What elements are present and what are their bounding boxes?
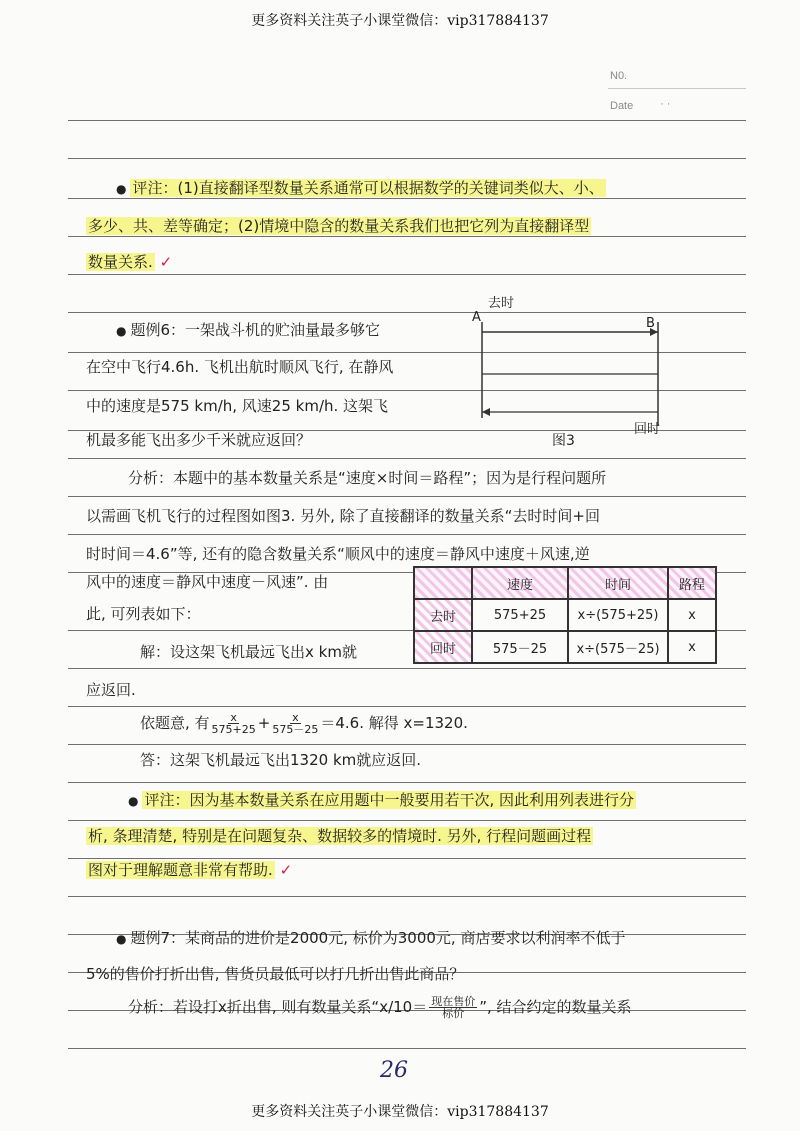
figure-top-label: 去时	[488, 296, 515, 311]
analysis1-line4: 风中的速度＝静风中速度－风速”. 由	[86, 573, 329, 591]
no-label: N0.	[610, 70, 628, 82]
table-header-cell	[414, 567, 472, 599]
analysis2-line: 分析：若设打x折出售, 则有数量关系“x/10＝ $\frac{\text{现在售价}}{\text{标价}}$ ”, 结合约定的数量关系	[128, 995, 632, 1020]
table-cell: 去时	[414, 599, 472, 631]
fraction: $\frac{x}{575-25}$	[272, 711, 319, 736]
page-number: 26	[380, 1058, 408, 1083]
example6-line2: 在空中飞行4.6h. 飞机出航时顺风飞行, 在静风	[86, 358, 394, 376]
figure-caption: 图3	[552, 433, 575, 449]
table-header-cell: 时间	[568, 567, 668, 599]
analysis1-line3: 时时间＝4.6”等, 还有的隐含数量关系“顺风中的速度＝静风中速度＋风速,逆	[86, 545, 590, 563]
date-label: Date	[610, 100, 634, 112]
comment1-line2: 多少、共、差等确定；(2)情境中隐含的数量关系我们也把它列为直接翻译型	[88, 217, 590, 235]
comment1-line1: ● 评注：(1)直接翻译型数量关系通常可以根据数学的关键词类似大、小、	[116, 179, 604, 197]
analysis1-line1: 分析：本题中的基本数量关系是“速度×时间＝路程”；因为是行程问题所	[128, 469, 607, 487]
table-header-row	[414, 567, 716, 599]
example6-line4: 机最多能飞出多少千米就应返回？	[86, 431, 312, 449]
table-cell: x	[668, 599, 716, 631]
solution-equation: 依题意, 有 $\frac{x}{575+25}$ + $\frac{x}{575-25}$ ＝4.6. 解得 x=1320.	[140, 711, 468, 736]
no-underline	[608, 88, 746, 89]
solution-line1: 解：设这架飞机最远飞出x km就	[140, 643, 357, 661]
comment2-line3: 图对于理解题意非常有帮助. ✓	[88, 861, 293, 879]
bullet-icon: ●	[128, 794, 139, 808]
data-table	[413, 566, 717, 664]
table-cell: 575+25	[472, 599, 568, 631]
solution-line2: 应返回.	[86, 681, 136, 699]
table-header-cell: 速度	[472, 567, 568, 599]
check-mark-icon: ✓	[279, 861, 293, 879]
analysis1-line5: 此, 可列表如下：	[86, 605, 201, 623]
bullet-icon: ●	[116, 932, 127, 946]
example7-line1: ● 题例7：某商品的进价是2000元, 标价为3000元, 商店要求以利润率不低于	[116, 929, 626, 947]
example7-line2: 5%的售价打折出售, 售货员最低可以打几折出售此商品？	[86, 965, 465, 983]
table-cell: x÷(575－25)	[568, 631, 668, 663]
figure-bottom-label: 回时	[634, 422, 661, 437]
table-cell: x÷(575+25)	[568, 599, 668, 631]
figure-3	[470, 290, 670, 450]
page-header: 更多资料关注英子小课堂微信：vip317884137	[251, 13, 549, 29]
point-b-label: B	[646, 316, 655, 331]
comment2-line1: ● 评注：因为基本数量关系在应用题中一般要用若干次, 因此利用列表进行分	[128, 791, 635, 809]
table-cell: 回时	[414, 631, 472, 663]
example6-line1: ● 题例6：一架战斗机的贮油量最多够它	[116, 321, 381, 339]
point-a-label: A	[472, 310, 481, 325]
analysis1-line2: 以需画飞机飞行的过程图如图3. 另外, 除了直接翻译的数量关系“去时时间+回	[86, 507, 600, 525]
table-row	[414, 631, 716, 663]
comment2-line2: 析, 条理清楚, 特别是在问题复杂、数据较多的情境时. 另外, 行程问题画过程	[88, 827, 592, 845]
check-mark-icon: ✓	[159, 253, 173, 271]
comment1-line3: 数量关系. ✓	[88, 253, 173, 271]
fraction: $\frac{\text{现在售价}}{\text{标价}}$	[431, 995, 476, 1020]
table-cell: x	[668, 631, 716, 663]
table-header-cell: 路程	[668, 567, 716, 599]
bullet-icon: ●	[116, 324, 127, 338]
table-cell: 575－25	[472, 631, 568, 663]
bullet-icon: ●	[116, 182, 127, 196]
example6-line3: 中的速度是575 km/h, 风速25 km/h. 这架飞	[86, 397, 389, 415]
fraction: $\frac{x}{575+25}$	[211, 711, 256, 736]
table-row	[414, 599, 716, 631]
page-footer: 更多资料关注英子小课堂微信：vip317884137	[251, 1104, 549, 1120]
date-dots: · ·	[660, 98, 671, 110]
solution-answer: 答：这架飞机最远飞出1320 km就应返回.	[140, 751, 422, 769]
